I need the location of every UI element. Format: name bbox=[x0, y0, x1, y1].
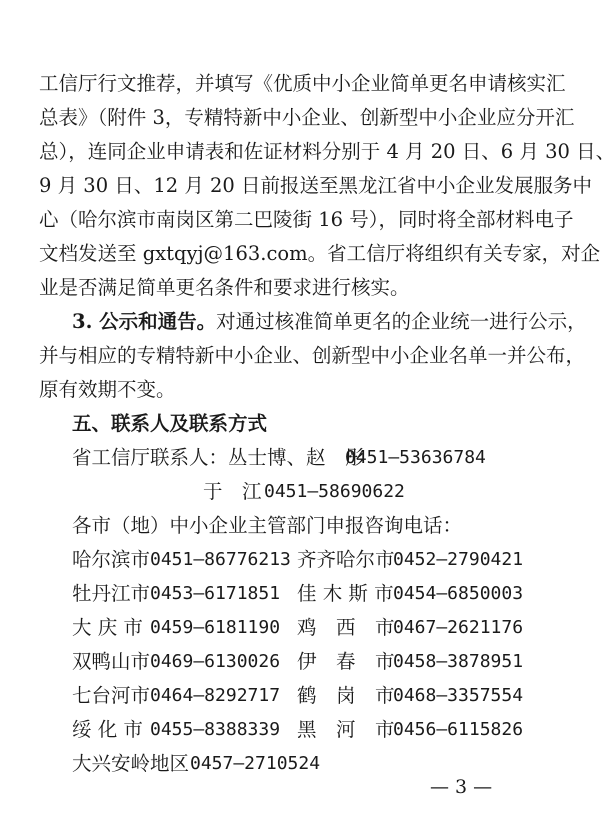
contact-phone: 0451—58690622 bbox=[264, 481, 405, 502]
city-name: 大兴安岭地区 bbox=[72, 752, 190, 775]
city-phone: 0454—6850003 bbox=[393, 583, 524, 604]
paragraph-line: 总），连同企业申请表和佐证材料分别于 4 月 20 日、6 月 30 日、 bbox=[39, 140, 615, 163]
paragraph-line: 9 月 30 日、12 月 20 日前报送至黑龙江省中小企业发展服务中 bbox=[39, 174, 593, 197]
city-phone: 0468—3357554 bbox=[393, 685, 524, 706]
city-phone: 0451—86776213 bbox=[150, 549, 291, 570]
city-name: 齐齐哈尔市 bbox=[297, 548, 395, 571]
city-name: 哈尔滨市 bbox=[72, 548, 151, 571]
city-name: 双鸭山市 bbox=[72, 650, 151, 673]
city-name: 大 庆 市 bbox=[72, 616, 143, 639]
section-3-heading: 3. 公示和通告。 bbox=[72, 310, 217, 333]
city-name: 鹤 岗 市 bbox=[297, 684, 395, 707]
paragraph-line: 并与相应的专精特新中小企业、创新型中小企业名单一并公布， bbox=[39, 344, 586, 367]
paragraph-line: 文档发送至 gxtqyj@163.com。省工信厅将组织有关专家，对企 bbox=[39, 242, 601, 265]
city-name: 鸡 西 市 bbox=[297, 616, 395, 639]
city-phone: 0456—6115826 bbox=[393, 719, 524, 740]
city-name: 黑 河 市 bbox=[297, 718, 395, 741]
paragraph-line: 原有效期不变。 bbox=[39, 378, 176, 401]
contact-name: 于 江 bbox=[203, 480, 262, 503]
city-name: 伊 春 市 bbox=[297, 650, 395, 673]
section-5-heading: 五、联系人及联系方式 bbox=[72, 412, 268, 435]
contact-row bbox=[72, 445, 365, 471]
city-phone: 0458—3878951 bbox=[393, 651, 524, 672]
paragraph-line: 总表》（附件 3，专精特新中小企业、创新型中小企业应分开汇 bbox=[39, 106, 575, 129]
city-phone: 0457—2710524 bbox=[190, 753, 321, 774]
paragraph-line: 对通过核准简单更名的企业统一进行公示， bbox=[216, 310, 587, 333]
contact-phone: 0451—53636784 bbox=[345, 447, 486, 468]
contact-label: 省工信厅联系人： bbox=[72, 446, 229, 469]
city-phone: 0453—6171851 bbox=[150, 583, 281, 604]
paragraph-line: 业是否满足简单更名条件和要求进行核实。 bbox=[39, 276, 410, 299]
paragraph-line: 心（哈尔滨市南岗区第二巴陵街 16 号），同时将全部材料电子 bbox=[39, 208, 574, 231]
city-name: 七台河市 bbox=[72, 684, 151, 707]
city-phone: 0469—6130026 bbox=[150, 651, 281, 672]
city-phone: 0467—2621176 bbox=[393, 617, 524, 638]
city-name: 牡丹江市 bbox=[72, 582, 151, 605]
city-phone: 0464—8292717 bbox=[150, 685, 281, 706]
city-phone: 0455—8388339 bbox=[150, 719, 281, 740]
city-intro: 各市（地）中小企业主管部门申报咨询电话： bbox=[72, 514, 463, 537]
city-phone: 0459—6181190 bbox=[150, 617, 281, 638]
contact-name: 丛士博、赵 彤 bbox=[228, 446, 365, 469]
city-name: 佳 木 斯 市 bbox=[297, 582, 394, 605]
city-phone: 0452—2790421 bbox=[393, 549, 524, 570]
city-name: 绥 化 市 bbox=[72, 718, 143, 741]
section-3-first-line bbox=[72, 309, 587, 335]
page-number: — 3 — bbox=[430, 776, 493, 798]
paragraph-line: 工信厅行文推荐，并填写《优质中小企业简单更名申请核实汇 bbox=[39, 72, 566, 95]
